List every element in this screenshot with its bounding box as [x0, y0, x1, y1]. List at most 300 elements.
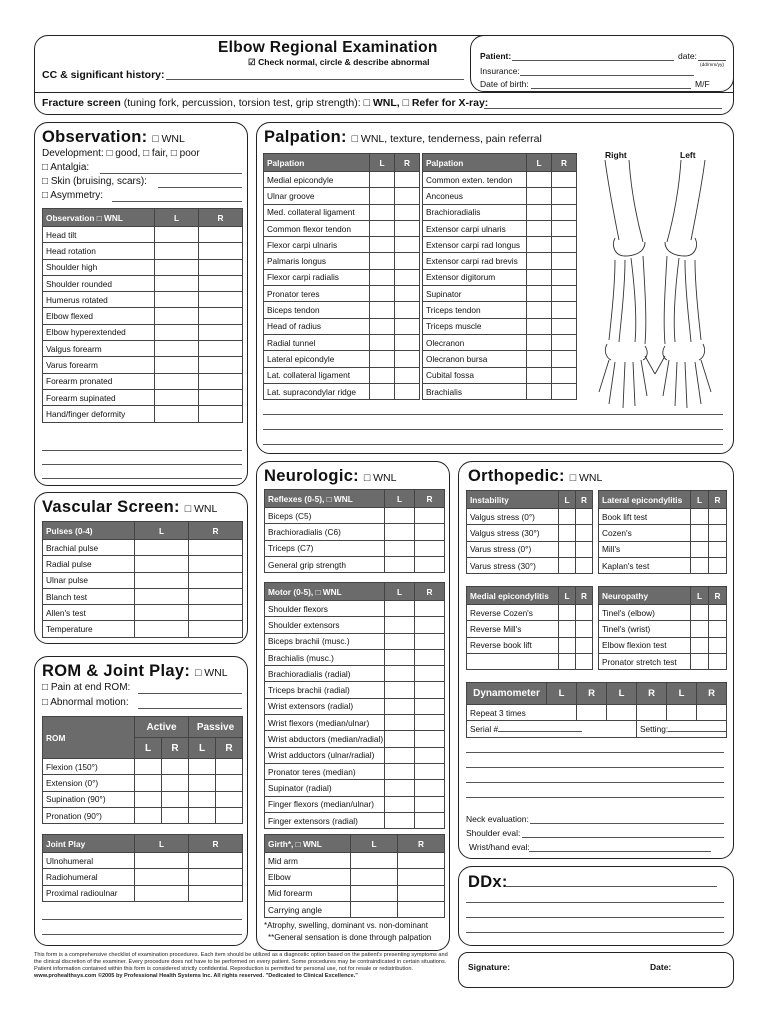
- medial-epicondylitis-cell[interactable]: [576, 605, 593, 621]
- rom-cell[interactable]: [216, 791, 243, 807]
- motor-cell[interactable]: [415, 617, 445, 633]
- vascular-row-label: Temperature: [43, 621, 135, 637]
- observation-cell[interactable]: [199, 259, 243, 275]
- neuropathy-cell[interactable]: [691, 653, 709, 669]
- ddx-field-1[interactable]: [505, 886, 717, 887]
- palpation-right-cell[interactable]: [527, 286, 552, 302]
- vascular-cell[interactable]: [135, 540, 189, 556]
- lateral-epicondylitis-row-label: Kaplan's test: [599, 557, 691, 573]
- palpation-right-cell[interactable]: [552, 253, 577, 269]
- palpation-right-cell[interactable]: [552, 302, 577, 318]
- reflex-cell[interactable]: [385, 540, 415, 556]
- observation-cell[interactable]: [199, 243, 243, 259]
- serial-field[interactable]: [467, 721, 637, 737]
- joint-play-cell[interactable]: [135, 885, 189, 901]
- ddx-field-4[interactable]: [466, 932, 724, 933]
- medial-epicondylitis-row-label: Reverse Cozen's: [467, 605, 559, 621]
- palpation-left-cell[interactable]: [370, 383, 395, 399]
- reflex-cell[interactable]: [415, 556, 445, 572]
- palpation-right-cell[interactable]: [552, 172, 577, 188]
- joint-play-cell[interactable]: [135, 869, 189, 885]
- motor-cell[interactable]: [415, 796, 445, 812]
- lateral-epicondylitis-row-label: Mill's: [599, 541, 691, 557]
- girth-cell[interactable]: [351, 885, 398, 901]
- lateral-epicondylitis-cell[interactable]: [691, 509, 709, 525]
- ddx-field-3[interactable]: [466, 917, 724, 918]
- girth-cell[interactable]: [398, 869, 445, 885]
- observation-cell[interactable]: [155, 406, 199, 422]
- motor-row: [265, 747, 445, 763]
- wrist-eval-field[interactable]: [529, 851, 711, 852]
- vascular-cell[interactable]: [135, 572, 189, 588]
- palpation-left-cell[interactable]: [370, 302, 395, 318]
- palpation-right-cell[interactable]: [552, 318, 577, 334]
- palpation-left-cell[interactable]: [370, 188, 395, 204]
- reflex-row: [265, 540, 445, 556]
- dynamometer-cell[interactable]: [667, 705, 697, 721]
- vascular-cell[interactable]: [135, 605, 189, 621]
- rom-cell[interactable]: [135, 791, 162, 807]
- neurologic-wnl[interactable]: □ WNL: [363, 472, 397, 484]
- rom-note-line-1[interactable]: [42, 919, 242, 920]
- palpation-right-cell[interactable]: [527, 383, 552, 399]
- observation-cell[interactable]: [155, 292, 199, 308]
- palpation-right-cell[interactable]: [552, 286, 577, 302]
- palpation-right-row-label: Anconeus: [423, 188, 527, 204]
- palpation-left-row: [264, 334, 420, 350]
- motor-cell[interactable]: [385, 617, 415, 633]
- palpation-left-cell[interactable]: [395, 204, 420, 220]
- rom-cell[interactable]: [189, 807, 216, 823]
- ortho-note-line-2[interactable]: [466, 767, 724, 768]
- footer-credit: www.prohealthsys.com ©2005 by Professional Health Systems Inc. All rights reserved. "Dedicated to Clinical Excellence.": [34, 973, 358, 980]
- antalgia-field[interactable]: [100, 173, 242, 174]
- observation-cell[interactable]: [155, 308, 199, 324]
- palpation-right-cell[interactable]: [552, 204, 577, 220]
- palpation-right-row-label: Brachioradialis: [423, 204, 527, 220]
- ddx-field-2[interactable]: [466, 902, 724, 903]
- joint-play-cell[interactable]: [135, 853, 189, 869]
- palpation-right-cell[interactable]: [552, 334, 577, 350]
- palpation-left-cell[interactable]: [370, 351, 395, 367]
- rom-cell[interactable]: [189, 791, 216, 807]
- palpation-right-cell[interactable]: [527, 172, 552, 188]
- palpation-left-cell[interactable]: [395, 286, 420, 302]
- joint-play-cell[interactable]: [189, 885, 243, 901]
- obs-note-line-2[interactable]: [42, 464, 242, 465]
- reflex-table: [264, 489, 445, 573]
- palpation-right-cell[interactable]: [527, 204, 552, 220]
- abnormal-motion-label[interactable]: □ Abnormal motion:: [42, 697, 129, 708]
- rom-cell[interactable]: [216, 759, 243, 775]
- passive-head: Passive: [189, 717, 243, 738]
- neuropathy-cell[interactable]: [709, 621, 727, 637]
- reflex-cell[interactable]: [385, 524, 415, 540]
- motor-cell[interactable]: [415, 649, 445, 665]
- ortho-note-line-4[interactable]: [466, 797, 724, 798]
- rom-row-label: Pronation (90°): [43, 807, 135, 823]
- motor-cell[interactable]: [385, 812, 415, 828]
- palpation-left-row: [264, 286, 420, 302]
- neuropathy-table: [598, 586, 727, 670]
- palpation-left-cell[interactable]: [395, 367, 420, 383]
- vascular-cell[interactable]: [135, 588, 189, 604]
- palpation-left-cell[interactable]: [370, 318, 395, 334]
- arm-right-label: Right: [605, 150, 627, 160]
- date-field[interactable]: [698, 60, 726, 61]
- motor-cell[interactable]: [415, 715, 445, 731]
- neuropathy-cell[interactable]: [709, 605, 727, 621]
- instability-cell[interactable]: [559, 525, 576, 541]
- rom-cell[interactable]: [216, 807, 243, 823]
- skin-field[interactable]: [158, 187, 242, 188]
- palpation-right-cell[interactable]: [552, 188, 577, 204]
- observation-cell[interactable]: [155, 243, 199, 259]
- palpation-right-cell[interactable]: [527, 253, 552, 269]
- medial-epicondylitis-cell[interactable]: [559, 637, 576, 653]
- motor-cell[interactable]: [385, 780, 415, 796]
- patient-field[interactable]: [512, 60, 674, 61]
- palpation-right-cell[interactable]: [527, 302, 552, 318]
- pain-end-rom-field[interactable]: [138, 693, 242, 694]
- motor-cell[interactable]: [385, 633, 415, 649]
- observation-cell[interactable]: [199, 406, 243, 422]
- girth-cell[interactable]: [398, 885, 445, 901]
- lateral-epicondylitis-cell[interactable]: [691, 541, 709, 557]
- palpation-left-cell[interactable]: [370, 367, 395, 383]
- observation-cell[interactable]: [155, 275, 199, 291]
- vascular-cell[interactable]: [189, 540, 243, 556]
- motor-cell[interactable]: [415, 682, 445, 698]
- palpation-right-cell[interactable]: [552, 367, 577, 383]
- reflex-cell[interactable]: [385, 508, 415, 524]
- rom-cell[interactable]: [135, 775, 162, 791]
- palpation-left-cell[interactable]: [370, 172, 395, 188]
- motor-cell[interactable]: [415, 666, 445, 682]
- obs-note-line-1[interactable]: [42, 450, 242, 451]
- palpation-left-cell[interactable]: [370, 286, 395, 302]
- cc-label: CC & significant history:: [42, 69, 165, 81]
- motor-row: [265, 666, 445, 682]
- neuropathy-cell[interactable]: [691, 621, 709, 637]
- palpation-table-left: [263, 153, 420, 400]
- dynamometer-cell[interactable]: [577, 705, 607, 721]
- motor-row: [265, 601, 445, 617]
- palpation-right-row-label: Olecranon bursa: [423, 351, 527, 367]
- palpation-right-cell[interactable]: [552, 383, 577, 399]
- neuropathy-row: [599, 605, 727, 621]
- lateral-epicondylitis-cell[interactable]: [709, 541, 727, 557]
- rom-title: ROM & Joint Play: □ WNL: [42, 662, 228, 680]
- motor-cell[interactable]: [385, 682, 415, 698]
- palpation-right-cell[interactable]: [527, 334, 552, 350]
- ortho-note-line-3[interactable]: [466, 782, 724, 783]
- medial-epicondylitis-cell[interactable]: [559, 653, 576, 669]
- palpation-right-row: [423, 351, 577, 367]
- header-divider: [34, 92, 734, 93]
- medial-epicondylitis-cell[interactable]: [559, 605, 576, 621]
- rom-cell[interactable]: [135, 759, 162, 775]
- neuropathy-cell[interactable]: [709, 637, 727, 653]
- serial-label: Serial #: [470, 723, 499, 734]
- reflex-head-0: Reflexes (0-5), □ WNL: [265, 490, 385, 508]
- dynamometer-head-0: Dynamometer: [467, 683, 547, 705]
- neuropathy-cell[interactable]: [709, 653, 727, 669]
- palpation-right-cell[interactable]: [527, 351, 552, 367]
- lateral-epicondylitis-cell[interactable]: [709, 525, 727, 541]
- observation-cell[interactable]: [199, 373, 243, 389]
- joint-play-row-label: Ulnohumeral: [43, 853, 135, 869]
- motor-cell[interactable]: [385, 649, 415, 665]
- palpation-left-head-2: R: [395, 154, 420, 172]
- girth-cell[interactable]: [398, 901, 445, 917]
- motor-cell[interactable]: [415, 601, 445, 617]
- date-format: (dd/mm/yy): [700, 63, 724, 68]
- shoulder-eval-field[interactable]: [522, 837, 724, 838]
- palpation-left-cell[interactable]: [395, 172, 420, 188]
- neck-eval-label: Neck evaluation:: [466, 814, 529, 824]
- observation-cell[interactable]: [155, 259, 199, 275]
- observation-cell[interactable]: [155, 357, 199, 373]
- observation-cell[interactable]: [155, 324, 199, 340]
- palpation-left-row-label: Medial epicondyle: [264, 172, 370, 188]
- rom-cell[interactable]: [162, 807, 189, 823]
- instability-cell[interactable]: [576, 525, 593, 541]
- motor-row: [265, 633, 445, 649]
- medial-epicondylitis-cell[interactable]: [576, 621, 593, 637]
- palpation-right-cell[interactable]: [527, 269, 552, 285]
- observation-cell[interactable]: [155, 389, 199, 405]
- reflex-cell[interactable]: [415, 540, 445, 556]
- reflex-row: [265, 508, 445, 524]
- dynamometer-head-2: R: [577, 683, 607, 705]
- lateral-epicondylitis-cell[interactable]: [709, 557, 727, 573]
- vascular-cell[interactable]: [135, 621, 189, 637]
- skin-label[interactable]: □ Skin (bruising, scars):: [42, 176, 147, 187]
- palp-note-line-3[interactable]: [263, 444, 723, 445]
- observation-cell[interactable]: [199, 227, 243, 243]
- fracture-field[interactable]: [484, 108, 722, 109]
- girth-cell[interactable]: [351, 869, 398, 885]
- rom-cell[interactable]: [162, 759, 189, 775]
- palpation-right-cell[interactable]: [552, 237, 577, 253]
- motor-cell[interactable]: [385, 747, 415, 763]
- vascular-cell[interactable]: [189, 588, 243, 604]
- neuropathy-cell[interactable]: [691, 605, 709, 621]
- vascular-cell[interactable]: [189, 605, 243, 621]
- palpation-right-cell[interactable]: [527, 237, 552, 253]
- instability-cell[interactable]: [559, 509, 576, 525]
- palpation-left-cell[interactable]: [370, 204, 395, 220]
- development-label[interactable]: Development: □ good, □ fair, □ poor: [42, 148, 200, 159]
- observation-cell[interactable]: [199, 324, 243, 340]
- motor-cell[interactable]: [385, 715, 415, 731]
- palpation-right-cell[interactable]: [527, 220, 552, 236]
- reflex-cell[interactable]: [385, 556, 415, 572]
- lateral-epicondylitis-cell[interactable]: [691, 557, 709, 573]
- rom-cell[interactable]: [162, 775, 189, 791]
- motor-cell[interactable]: [385, 763, 415, 779]
- vascular-wnl[interactable]: □ WNL: [184, 503, 218, 515]
- palp-note-line-1[interactable]: [263, 414, 723, 415]
- observation-cell[interactable]: [199, 308, 243, 324]
- motor-row-label: Pronator teres (median): [265, 763, 385, 779]
- medial-epicondylitis-cell[interactable]: [576, 637, 593, 653]
- girth-cell[interactable]: [398, 853, 445, 869]
- palpation-right-row-label: Cubital fossa: [423, 367, 527, 383]
- insurance-label: Insurance:: [480, 66, 520, 76]
- palpation-left-cell[interactable]: [370, 237, 395, 253]
- rom-cell[interactable]: [162, 791, 189, 807]
- palpation-title: Palpation: □ WNL, texture, tenderness, pain referral: [264, 128, 542, 146]
- palpation-left-cell[interactable]: [395, 383, 420, 399]
- dynamometer-cell[interactable]: [697, 705, 727, 721]
- insurance-field[interactable]: [520, 75, 694, 76]
- lateral-epicondylitis-cell[interactable]: [709, 509, 727, 525]
- motor-cell[interactable]: [385, 796, 415, 812]
- vascular-cell[interactable]: [135, 556, 189, 572]
- girth-cell[interactable]: [351, 853, 398, 869]
- girth-head-0: Girth*, □ WNL: [265, 835, 351, 853]
- palpation-left-cell[interactable]: [395, 220, 420, 236]
- lateral-epicondylitis-cell[interactable]: [691, 525, 709, 541]
- vascular-cell[interactable]: [189, 621, 243, 637]
- palpation-left-cell[interactable]: [370, 220, 395, 236]
- asymmetry-label[interactable]: □ Asymmetry:: [42, 190, 104, 201]
- joint-play-cell[interactable]: [189, 853, 243, 869]
- vascular-head-2: R: [189, 522, 243, 540]
- observation-wnl[interactable]: □ WNL: [152, 133, 185, 145]
- neck-eval-field[interactable]: [530, 823, 724, 824]
- dynamometer-repeat-label: Repeat 3 times: [467, 705, 577, 721]
- motor-cell[interactable]: [415, 698, 445, 714]
- reflex-cell[interactable]: [415, 524, 445, 540]
- motor-row-label: Brachioradialis (radial): [265, 666, 385, 682]
- neuropathy-cell[interactable]: [691, 637, 709, 653]
- girth-note-2: **General sensation is done through palpation: [268, 933, 432, 942]
- observation-cell[interactable]: [155, 373, 199, 389]
- motor-cell[interactable]: [415, 812, 445, 828]
- rom-wnl[interactable]: □ WNL: [195, 667, 228, 679]
- antalgia-label[interactable]: □ Antalgia:: [42, 162, 90, 173]
- palpation-right-row-label: Extensor digitorum: [423, 269, 527, 285]
- palpation-right-row: [423, 367, 577, 383]
- obs-note-line-3[interactable]: [42, 478, 242, 479]
- motor-cell[interactable]: [415, 731, 445, 747]
- medial-epicondylitis-cell[interactable]: [576, 653, 593, 669]
- observation-cell[interactable]: [199, 341, 243, 357]
- vascular-cell[interactable]: [189, 556, 243, 572]
- palpation-wnl[interactable]: □ WNL, texture, tenderness, pain referral: [351, 133, 542, 145]
- ortho-note-line-1[interactable]: [466, 752, 724, 753]
- motor-cell[interactable]: [385, 731, 415, 747]
- instability-cell[interactable]: [576, 557, 593, 573]
- palpation-left-cell[interactable]: [395, 237, 420, 253]
- medial-epicondylitis-cell[interactable]: [559, 621, 576, 637]
- setting-field[interactable]: [637, 721, 727, 737]
- observation-cell[interactable]: [155, 341, 199, 357]
- motor-cell[interactable]: [385, 698, 415, 714]
- palpation-left-cell[interactable]: [370, 334, 395, 350]
- rom-cell[interactable]: [189, 759, 216, 775]
- motor-cell[interactable]: [385, 666, 415, 682]
- serial-underline: [498, 724, 582, 732]
- rom-cell[interactable]: [216, 775, 243, 791]
- asymmetry-field[interactable]: [112, 201, 242, 202]
- girth-cell[interactable]: [351, 901, 398, 917]
- abnormal-motion-field[interactable]: [138, 708, 242, 709]
- observation-cell[interactable]: [199, 275, 243, 291]
- palpation-right-cell[interactable]: [552, 351, 577, 367]
- palpation-left-cell[interactable]: [395, 302, 420, 318]
- palpation-left-cell[interactable]: [370, 253, 395, 269]
- palpation-left-cell[interactable]: [395, 253, 420, 269]
- palpation-right-row: [423, 269, 577, 285]
- palpation-right-cell[interactable]: [527, 318, 552, 334]
- rom-cell[interactable]: [135, 807, 162, 823]
- motor-cell[interactable]: [415, 633, 445, 649]
- observation-row: [43, 406, 243, 422]
- motor-cell[interactable]: [415, 747, 445, 763]
- observation-cell[interactable]: [155, 227, 199, 243]
- observation-cell[interactable]: [199, 357, 243, 373]
- instability-cell[interactable]: [559, 541, 576, 557]
- palpation-left-cell[interactable]: [370, 269, 395, 285]
- instability-row: [467, 541, 593, 557]
- joint-play-head-1: L: [135, 835, 189, 853]
- orthopedic-wnl[interactable]: □ WNL: [569, 472, 603, 484]
- instability-cell[interactable]: [559, 557, 576, 573]
- palpation-left-cell[interactable]: [395, 334, 420, 350]
- palpation-right-cell[interactable]: [527, 188, 552, 204]
- motor-cell[interactable]: [415, 763, 445, 779]
- instability-cell[interactable]: [576, 541, 593, 557]
- palpation-left-cell[interactable]: [395, 188, 420, 204]
- palpation-left-cell[interactable]: [395, 318, 420, 334]
- vascular-head-1: L: [135, 522, 189, 540]
- medial-epicondylitis-row: [467, 637, 593, 653]
- joint-play-cell[interactable]: [189, 869, 243, 885]
- palpation-left-row-label: Head of radius: [264, 318, 370, 334]
- palpation-right-cell[interactable]: [552, 269, 577, 285]
- form-subtitle: ☑ Check normal, circle & describe abnormal: [248, 57, 430, 67]
- cc-field[interactable]: [166, 79, 464, 80]
- rom-cell[interactable]: [189, 775, 216, 791]
- palpation-right-cell[interactable]: [527, 367, 552, 383]
- lateral-epicondylitis-head-2: R: [709, 491, 727, 509]
- motor-cell[interactable]: [385, 601, 415, 617]
- motor-row: [265, 698, 445, 714]
- dob-field[interactable]: [531, 88, 691, 89]
- observation-cell[interactable]: [199, 389, 243, 405]
- palpation-left-row-label: Common flexor tendon: [264, 220, 370, 236]
- palpation-left-cell[interactable]: [395, 351, 420, 367]
- reflex-row: [265, 524, 445, 540]
- observation-cell[interactable]: [199, 292, 243, 308]
- instability-cell[interactable]: [576, 509, 593, 525]
- vascular-cell[interactable]: [189, 572, 243, 588]
- dynamometer-cell[interactable]: [607, 705, 637, 721]
- palpation-right-cell[interactable]: [552, 220, 577, 236]
- rom-note-line-2[interactable]: [42, 934, 242, 935]
- reflex-cell[interactable]: [415, 508, 445, 524]
- pain-end-rom-label[interactable]: □ Pain at end ROM:: [42, 682, 131, 693]
- palp-note-line-2[interactable]: [263, 429, 723, 430]
- dynamometer-cell[interactable]: [637, 705, 667, 721]
- dynamometer-head-1: L: [547, 683, 577, 705]
- palpation-left-cell[interactable]: [395, 269, 420, 285]
- motor-cell[interactable]: [415, 780, 445, 796]
